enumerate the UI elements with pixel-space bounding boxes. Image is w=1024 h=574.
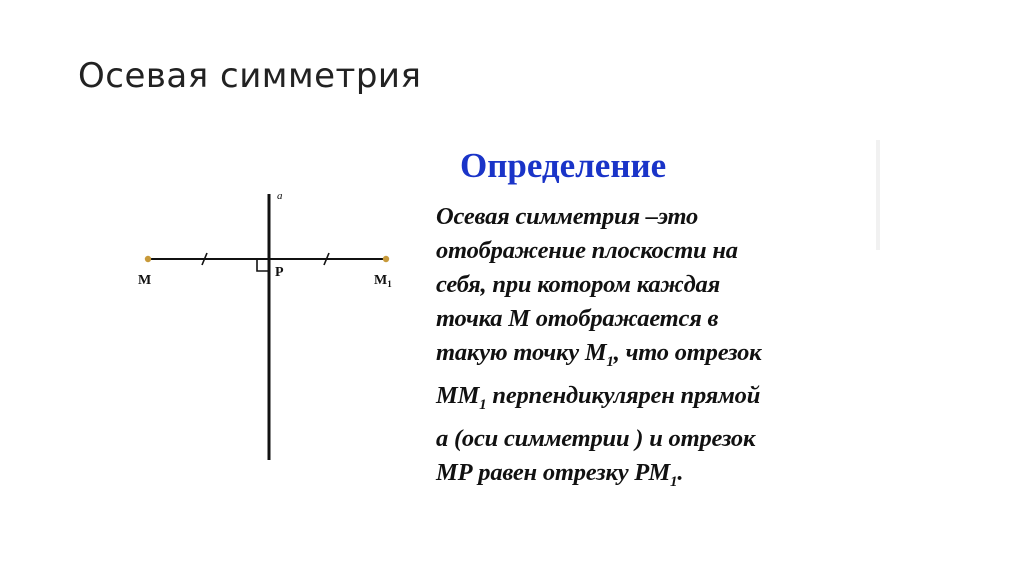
point-m-dot xyxy=(145,256,151,262)
line-subscript: 1 xyxy=(670,473,678,490)
definition-line: точка М отображается в xyxy=(436,305,719,332)
image-edge xyxy=(876,140,880,250)
definition-line xyxy=(436,379,836,422)
point-m1-label xyxy=(374,273,392,289)
definition-text xyxy=(436,200,836,499)
line-text: МР равен отрезку РМ xyxy=(436,458,671,486)
point-m1-letter: M xyxy=(374,273,388,288)
definition-box xyxy=(428,142,836,494)
point-m1-subscript: 1 xyxy=(387,279,392,289)
line-text: такую точку М xyxy=(436,339,607,366)
line-subscript: 1 xyxy=(479,396,487,413)
line-text: , что отрезок xyxy=(613,339,762,366)
definition-line xyxy=(436,336,836,379)
right-angle-mark xyxy=(257,259,269,271)
point-m-label: M xyxy=(138,273,152,288)
definition-line xyxy=(436,456,836,499)
symmetry-diagram xyxy=(130,180,420,470)
axis-label: a xyxy=(277,190,283,202)
definition-line: себя, при котором каждая xyxy=(436,271,721,298)
definition-line: а (оси симметрии ) и отрезок xyxy=(436,424,756,452)
definition-heading: Определение xyxy=(460,146,667,185)
point-m1-dot xyxy=(383,256,389,262)
definition-line: отображение плоскости на xyxy=(436,237,738,264)
definition-line: Осевая симметрия –это xyxy=(436,203,699,230)
line-text: ММ xyxy=(436,381,480,409)
slide-title: Осевая симметрия xyxy=(78,56,422,96)
line-text: перпендикулярен прямой xyxy=(486,381,761,409)
line-text: . xyxy=(677,458,684,486)
point-p-label: P xyxy=(275,265,284,280)
line-subscript: 1 xyxy=(606,353,614,370)
